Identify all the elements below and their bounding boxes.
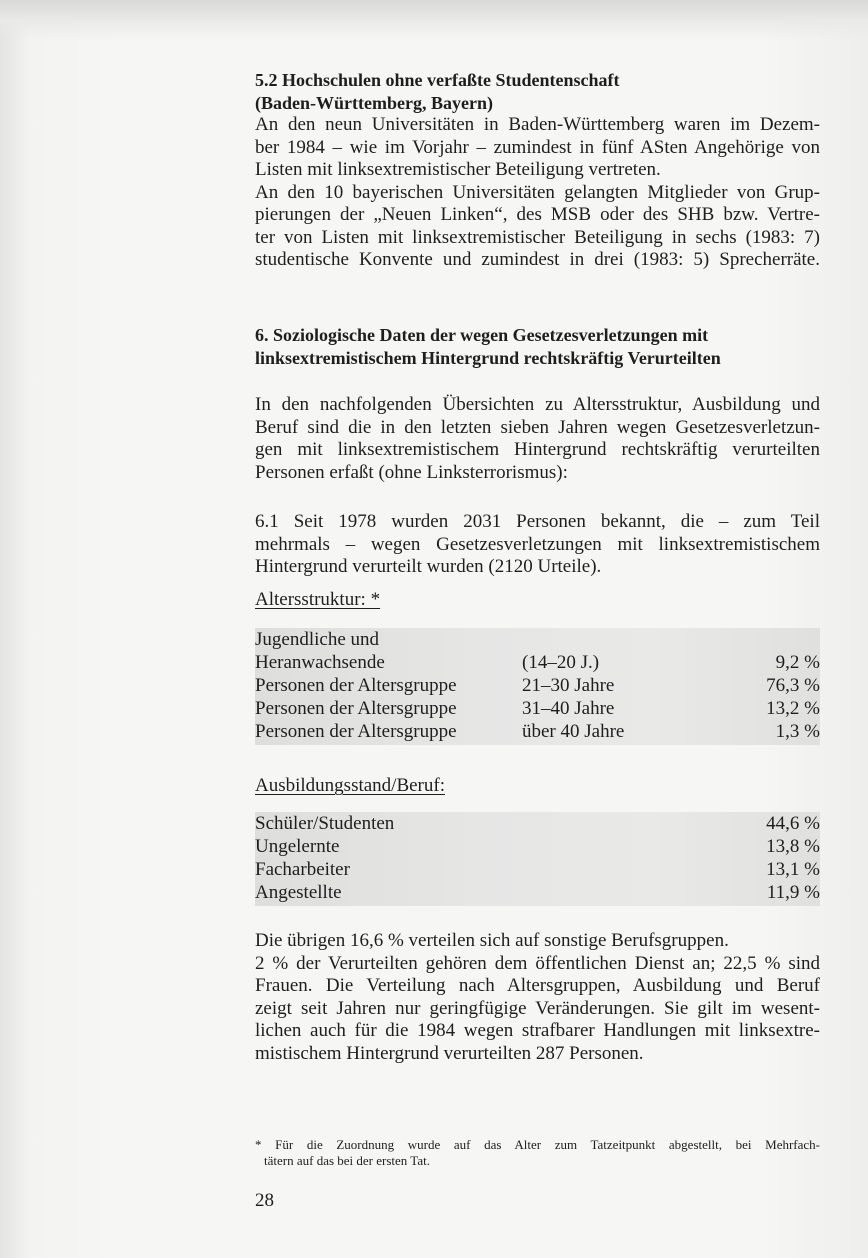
section-5-2 (255, 69, 820, 272)
heading-line: (Baden-Württemberg, Bayern) (255, 92, 493, 113)
job-table-label: Ausbildungsstand/Beruf: (255, 775, 445, 796)
table-row (255, 697, 820, 720)
section-6-body (255, 394, 820, 484)
text-line: Personen erfaßt (ohne Linksterrorismus): (255, 461, 568, 483)
text-line: ber 1984 – wie im Vorjahr – zumindest in fünf ASten Angehörige von (255, 136, 820, 158)
text-line: An den neun Universitäten in Baden-Württemberg waren im Dezem- (255, 114, 820, 135)
text-line: ter von Listen mit linksextremistischer Beteiligung in sechs (1983: 7) (255, 226, 820, 248)
text-line: 6.1 Seit 1978 wurden 2031 Personen bekannt, die – zum Teil (255, 511, 820, 532)
row-range: 31–40 Jahre (522, 698, 615, 719)
row-label: Angestellte (255, 882, 342, 903)
text-line: In den nachfolgenden Übersichten zu Altersstruktur, Ausbildung und (255, 394, 820, 415)
text-line: Hintergrund verurteilt wurden (2120 Urteile). (255, 556, 602, 577)
row-label: Personen der Altersgruppe (255, 675, 457, 696)
section-5-2-heading (255, 69, 820, 114)
table-row (255, 674, 820, 697)
table-row (255, 628, 820, 651)
section-5-2-body (255, 114, 820, 272)
row-percent: 11,9 % (766, 882, 820, 903)
text-line: studentische Konvente und zumindest in drei (1983: 5) Sprecherräte. (255, 249, 820, 270)
text-line: Beruf sind die in den letzten sieben Jahren wegen Gesetzesverletzun- (255, 416, 820, 438)
text-line: An den 10 bayerischen Universitäten gelangten Mitglieder von Grup- (255, 181, 820, 203)
table-row (255, 812, 820, 835)
page-number: 28 (255, 1190, 274, 1211)
table-row (255, 858, 820, 881)
row-label: Schüler/Studenten (255, 813, 395, 834)
text-line: zeigt seit Jahren nur geringfügige Veränderungen. Sie gilt im wesent- (255, 997, 820, 1019)
row-range: (14–20 J.) (522, 652, 600, 673)
row-percent: 1,3 % (775, 721, 820, 742)
text-line: 2 % der Verurteilten gehören dem öffentlichen Dienst an; 22,5 % sind (255, 952, 820, 974)
section-6-heading (255, 324, 820, 369)
table-row (255, 651, 820, 674)
row-percent: 13,1 % (766, 859, 820, 880)
row-range: über 40 Jahre (522, 721, 625, 742)
closing-body (255, 930, 820, 1065)
text-line: gen mit linksextremistischem Hintergrund rechtskräftig verurteilten (255, 439, 820, 460)
footnote-line: * Für die Zuordnung wurde auf das Alter zum Tatzeitpunkt abgestellt, bei Mehrfach- (255, 1137, 820, 1152)
scan-shadow (0, 0, 868, 40)
table-row (255, 720, 820, 743)
row-label: Personen der Altersgruppe (255, 698, 457, 719)
job-table (255, 812, 820, 906)
row-label: Heranwachsende (255, 652, 385, 673)
age-table-label: Altersstruktur: * (255, 589, 381, 610)
text-line: pierungen der „Neuen Linken“, des MSB oder des SHB bzw. Vertre- (255, 204, 820, 225)
text-line: lichen auch für die 1984 wegen strafbarer Handlungen mit linksextre- (255, 1020, 820, 1041)
heading-line: linksextremistischem Hintergrund rechtskräftig Verurteilten (255, 347, 721, 368)
age-table (255, 628, 820, 745)
row-percent: 13,2 % (766, 698, 820, 719)
row-label: Personen der Altersgruppe (255, 721, 457, 742)
text-line: mistischem Hintergrund verurteilten 287 Personen. (255, 1042, 644, 1064)
row-label: Jugendliche und (255, 629, 380, 650)
text-line: Die übrigen 16,6 % verteilen sich auf sonstige Berufsgruppen. (255, 930, 729, 951)
heading-line: 6. Soziologische Daten der wegen Gesetzesverletzungen mit (255, 325, 709, 345)
text-line: mehrmals – wegen Gesetzesverletzungen mit linksextremistischem (255, 533, 820, 555)
row-label: Facharbeiter (255, 859, 350, 880)
text-line: Frauen. Die Verteilung nach Altersgruppen, Ausbildung und Beruf (255, 975, 820, 996)
section-6-1-body (255, 511, 820, 579)
text-line: Listen mit linksextremistischer Beteiligung vertreten. (255, 159, 661, 180)
footnote-line: tätern auf das bei der ersten Tat. (264, 1153, 430, 1168)
footnote (255, 1137, 820, 1169)
row-percent: 44,6 % (766, 813, 820, 834)
row-percent: 13,8 % (766, 836, 820, 857)
row-percent: 9,2 % (775, 652, 820, 673)
row-percent: 76,3 % (766, 675, 820, 696)
row-label: Ungelernte (255, 836, 340, 857)
row-range: 21–30 Jahre (522, 675, 615, 696)
table-row (255, 881, 820, 904)
heading-line: 5.2 Hochschulen ohne verfaßte Studentenschaft (255, 70, 620, 90)
table-row (255, 835, 820, 858)
